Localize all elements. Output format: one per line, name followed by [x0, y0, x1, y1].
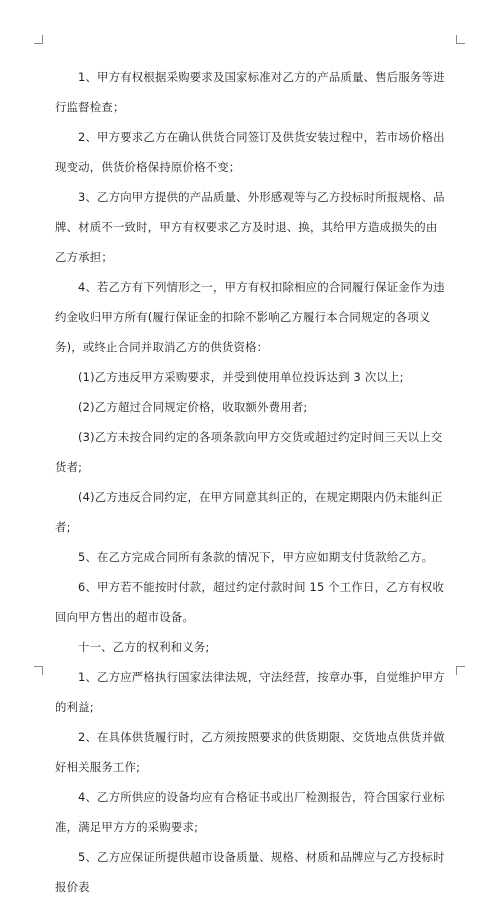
- clause-paragraph: 4、若乙方有下列情形之一，甲方有权扣除相应的合同履行保证金作为违约金收归甲方所有(履行保证金的扣除不影响乙方履行本合同规定的各项义务)，或终止合同并取消乙方的供货资格：: [55, 280, 445, 354]
- clause-subitem: (3)乙方未按合同约定的各项条款向甲方交货或超过约定时间三天以上交货者;: [55, 430, 443, 474]
- clause-paragraph: 6、甲方若不能按时付款，超过约定付款时间 15 个工作日，乙方有权收回向甲方售出的超市设备。: [55, 580, 445, 624]
- clause-paragraph: 1、乙方应严格执行国家法律法规，守法经营，按章办事，自觉维护甲方的利益;: [55, 670, 445, 714]
- clause-paragraph: 5、在乙方完成合同所有条款的情况下，甲方应如期支付货款给乙方。: [78, 550, 434, 564]
- crop-mark-top-right: [456, 35, 465, 44]
- clause-subitem: (1)乙方违反甲方采购要求，并受到使用单位投诉达到 3 次以上;: [78, 370, 404, 384]
- document-body: [55, 62, 449, 902]
- clause-paragraph: 4、乙方所供应的设备均应有合格证书或出厂检测报告，符合国家行业标准，满足甲方方的采购要求;: [55, 790, 445, 834]
- crop-mark-top-left: [34, 35, 43, 44]
- crop-mark-bottom-left: [34, 666, 43, 675]
- clause-paragraph: 2、甲方要求乙方在确认供货合同签订及供货安装过程中，若市场价格出现变动，供货价格保持原价格不变；: [55, 130, 445, 174]
- crop-mark-bottom-right: [456, 666, 465, 675]
- section-heading: 十一、乙方的权利和义务;: [78, 640, 210, 654]
- clause-paragraph: 3、乙方向甲方提供的产品质量、外形感观等与乙方投标时所报规格、品牌、材质不一致时，甲方有权要求乙方及时退、换，其给甲方造成损失的由乙方承担；: [55, 190, 445, 264]
- clause-paragraph: 2、在具体供货履行时，乙方须按照要求的供货期限、交货地点供货并做好相关服务工作;: [55, 730, 445, 774]
- clause-subitem: (4)乙方违反合同约定，在甲方同意其纠正的，在规定期限内仍未能纠正者;: [55, 490, 443, 534]
- clause-paragraph: 5、乙方应保证所提供超市设备质量、规格、材质和品牌应与乙方投标时报价表: [55, 850, 445, 894]
- clause-subitem: (2)乙方超过合同规定价格，收取额外费用者;: [78, 400, 308, 414]
- clause-paragraph: 1、甲方有权根据采购要求及国家标准对乙方的产品质量、售后服务等进行监督检查；: [55, 70, 445, 114]
